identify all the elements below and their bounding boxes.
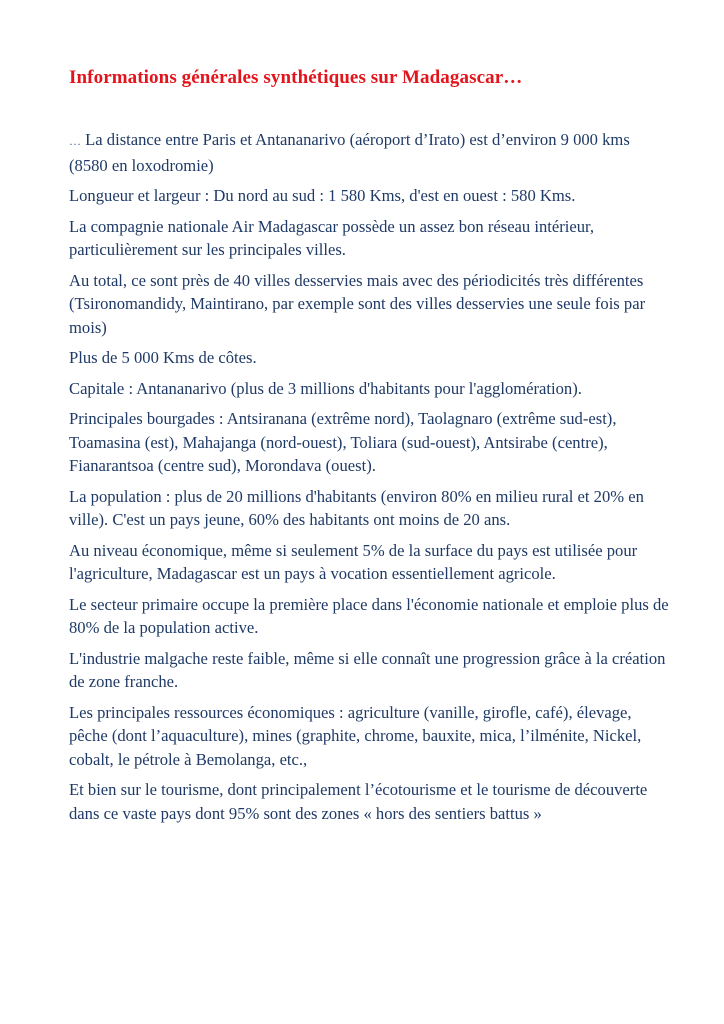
paragraph-dimensions: Longueur et largeur : Du nord au sud : 1 580 Kms, d'est en ouest : 580 Kms.: [69, 186, 576, 205]
paragraph-primary-sector: Le secteur primaire occupe la première place dans l'économie nationale et emploie plus de 80% de la population active.: [69, 594, 669, 637]
paragraph-population: La population : plus de 20 millions d'habitants (environ 80% en milieu rural et 20% en ville). C'est un pays jeune, 60% des habitants ont moins de 20 ans.: [69, 486, 644, 529]
paragraph-resources: Les principales ressources économiques : agriculture (vanille, girofle, café), élevage, pêche (dont l’aquaculture), mines (graphite, chrome, bauxite, mica, l’ilménite, Nickel, cobalt, le pétrole à Bemolanga, etc.,: [69, 702, 642, 769]
paragraph-coastline: Plus de 5 000 Kms de côtes.: [69, 348, 257, 367]
paragraph-industry: L'industrie malgache reste faible, même si elle connaît une progression grâce à la création de zone franche.: [69, 648, 666, 691]
paragraph-served-cities: Au total, ce sont près de 40 villes desservies mais avec des périodicités très différentes (Tsironomandidy, Maintirano, par exemple sont des villes desservies une seule fois par mois): [69, 270, 646, 337]
paragraph-capital: Capitale : Antananarivo (plus de 3 millions d'habitants pour l'agglomération).: [69, 378, 582, 398]
document-body: [69, 128, 669, 832]
paragraph-ellipsis: …: [69, 134, 81, 148]
paragraph-distance: [69, 128, 669, 177]
paragraph-airline: La compagnie nationale Air Madagascar possède un assez bon réseau intérieur, particulièrement sur les principales villes.: [69, 216, 595, 259]
document-title: Informations générales synthétiques sur Madagascar…: [69, 67, 523, 88]
paragraph-distance-text: La distance entre Paris et Antananarivo (aéroport d’Irato) est d’environ 9 000 kms (8580 en loxodromie): [69, 130, 630, 175]
paragraph-main-towns: Principales bourgades : Antsiranana (extrême nord), Taolagnaro (extrême sud-est), Toamasina (est), Mahajanga (nord-ouest), Toliara (sud-ouest), Antsirabe (centre), Fianarantsoa (centre sud), Morondava (ouest).: [69, 409, 617, 475]
paragraph-economy: Au niveau économique, même si seulement 5% de la surface du pays est utilisée pour l'agriculture, Madagascar est un pays à vocation essentiellement agricole.: [69, 540, 638, 583]
paragraph-tourism: Et bien sur le tourisme, dont principalement l’écotourisme et le tourisme de découverte dans ce vaste pays dont 95% sont des zones « hors des sentiers battus »: [69, 780, 648, 823]
